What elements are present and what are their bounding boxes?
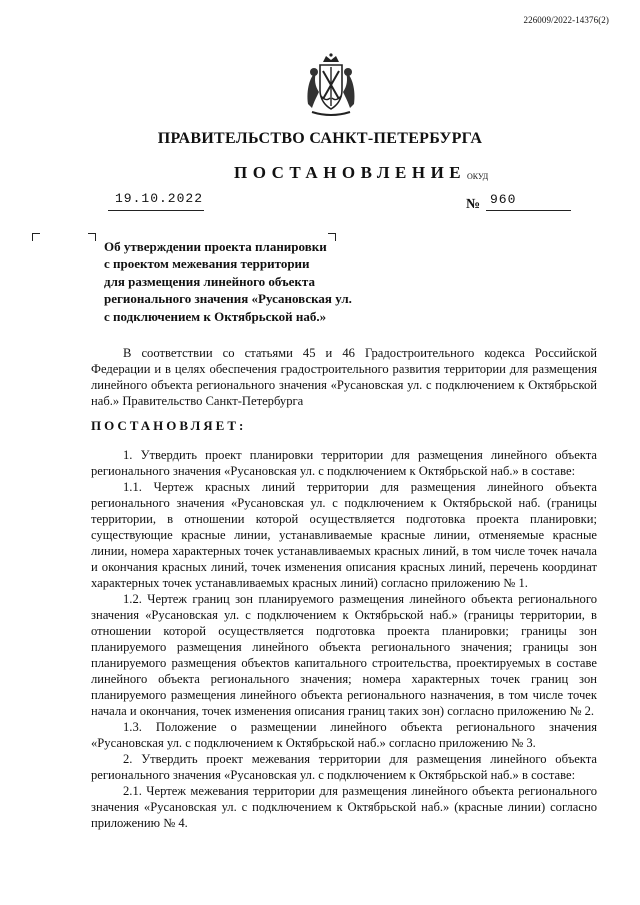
corner-mark-inner [88, 233, 96, 241]
corner-mark-left [32, 233, 40, 241]
paragraph-1-3: 1.3. Положение о размещении линейного объекта регионального значения «Русановская ул. с подключением к Октябрьской наб.» согласно приложению № 3. [91, 720, 597, 750]
paragraph-2-1: 2.1. Чертеж межевания территории для размещения линейного объекта регионального значения «Русановская ул. с подключением к Октябрьской наб.» (красные линии) согласно приложению № 4. [91, 784, 597, 830]
subject-line: Об утверждении проекта планировки [104, 239, 327, 254]
coat-of-arms-icon [302, 52, 360, 122]
paragraph-2: 2. Утвердить проект межевания территории для размещения линейного объекта регионального значения «Русановская ул. с подключением к Октябрьской наб.» в составе: [91, 752, 597, 782]
subject-line: с проектом межевания территории [104, 256, 310, 272]
subject-line: для размещения линейного объекта [104, 273, 315, 289]
decree-body [91, 447, 597, 831]
intro-paragraph [91, 345, 597, 409]
document-registration-number: 226009/2022-14376(2) [523, 15, 609, 25]
resolves-heading: ПОСТАНОВЛЯЕТ: [91, 418, 247, 433]
intro-text: В соответствии со статьями 45 и 46 Градостроительного кодекса Российской Федерации и в целях обеспечения градостроительного развития территории для размещения линейного объекта регионального значения «Русановская ул. с подключением к Октябрьской наб.» Правительство Санкт-Петербурга [91, 346, 597, 408]
subject-line: регионального значения «Русановская ул. [104, 291, 352, 307]
number-label: № [466, 197, 481, 212]
paragraph-1-1: 1.1. Чертеж красных линий территории для размещения линейного объекта регионального значения «Русановская ул. с подключением к Октябрьской наб. (границы территории, в отношении которой осуществляется подготовка проекта планировки; существующие красные линии, устанавливаемые красные линии, отменяемые красные линии, номера характерных точек устанавливаемых красных линий, в том числе точек начала и окончания красных линий, точек изменения описания красных линий, перечень координат характерных точек устанавливаемых красных линий) согласно приложению № 1. [91, 480, 597, 590]
number-underline [486, 210, 571, 211]
paragraph-1-2: 1.2. Чертеж границ зон планируемого размещения линейного объекта регионального значения «Русановская ул. с подключением к Октябрьской наб.» (границы территории, в отношении которой осуществляется подготовка проекта планировки; границы зон планируемого размещения линейного объекта регионального значения; границы зон планируемого размещения объектов капитального строительства, проектируемых в составе линейного объекта регионального значения; номера характерных точек границ зон планируемого размещения линейного объекта регионального назначения, в том числе точек начала и окончания, точек изменения описания границ таких зон) согласно приложению № 2. [91, 592, 597, 718]
date-underline [108, 210, 204, 211]
paragraph-1: 1. Утвердить проект планировки территории для размещения линейного объекта регионального значения «Русановская ул. с подключением к Октябрьской наб.» в составе: [91, 448, 597, 478]
government-title: ПРАВИТЕЛЬСТВО САНКТ-ПЕТЕРБУРГА [157, 130, 483, 147]
decree-number: 960 [490, 192, 517, 207]
decree-date: 19.10.2022 [115, 191, 204, 206]
decree-subject [104, 238, 364, 325]
okud-label: ОКУД [467, 172, 489, 181]
decree-title: ПОСТАНОВЛЕНИЕ [234, 163, 467, 182]
subject-line: с подключением к Октябрьской наб.» [104, 308, 327, 324]
